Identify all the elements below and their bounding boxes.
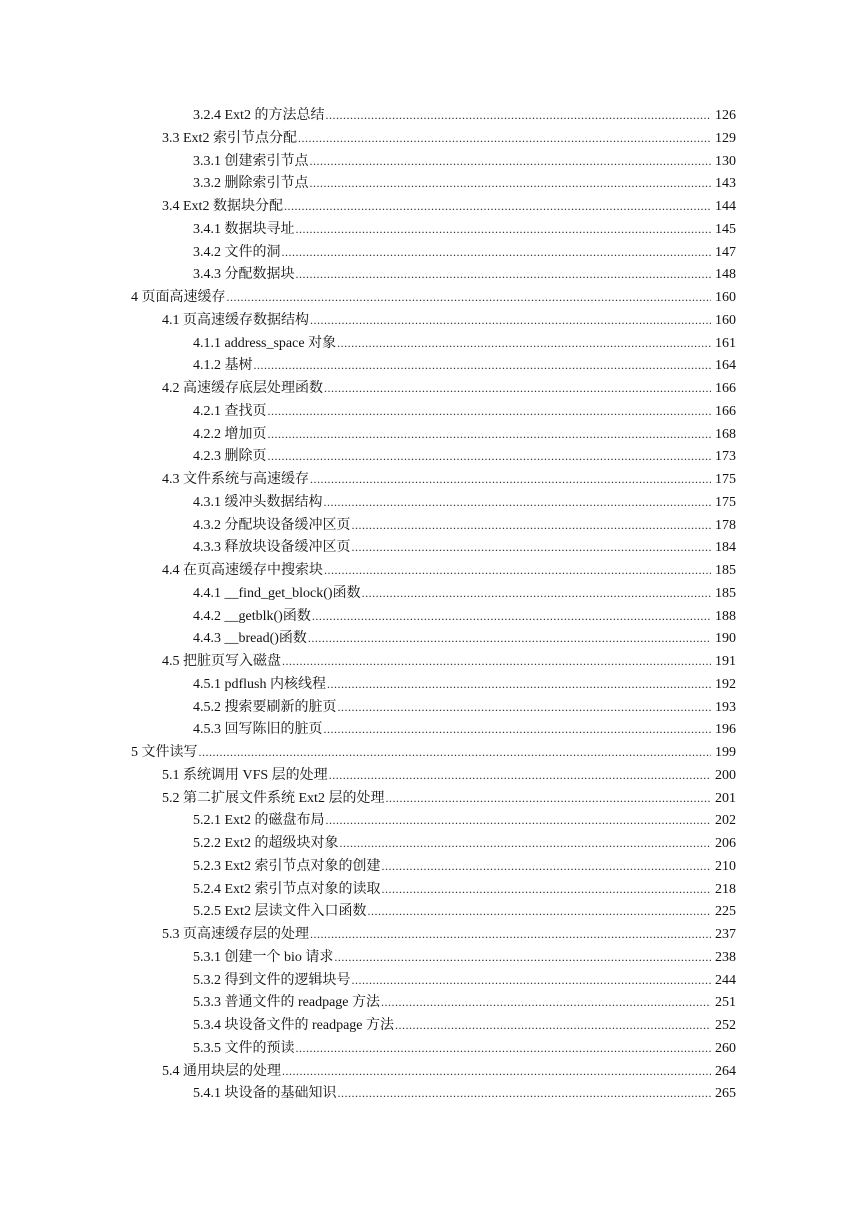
dot-leader [254, 354, 712, 377]
toc-entry-title: 5.2.5 Ext2 层读文件入口函数 [193, 904, 367, 920]
toc-entry [0, 696, 868, 719]
toc-entry-title: 4.5 把脏页写入磁盘 [162, 654, 281, 669]
toc-entry [0, 1014, 868, 1037]
toc-entry-title: 5.1 系统调用 VFS 层的处理 [162, 767, 328, 783]
dot-leader [268, 423, 712, 446]
toc-entry-page-number: 178 [715, 517, 736, 533]
toc-entry [0, 445, 868, 468]
dot-leader [227, 286, 712, 309]
toc-entry-title: 3.3.1 创建索引节点 [193, 153, 309, 169]
toc-entry-title: 5.2 第二扩展文件系统 Ext2 层的处理 [162, 790, 385, 806]
toc-entry [0, 309, 868, 332]
dot-leader [329, 764, 711, 787]
dot-leader [381, 991, 711, 1014]
toc-entry-page-number: 148 [715, 267, 736, 283]
toc-entry-title: 5.2.2 Ext2 的超级块对象 [193, 836, 339, 851]
toc-entry-page-number: 206 [715, 836, 736, 851]
toc-entry-page-number: 202 [715, 813, 736, 829]
toc-entry-page-number: 168 [715, 426, 736, 442]
toc-entry [0, 104, 868, 127]
toc-entry-page-number: 264 [715, 1063, 736, 1079]
toc-entry-title: 3.4.2 文件的洞 [193, 244, 281, 260]
toc-entry-page-number: 160 [715, 290, 736, 305]
dot-leader [338, 696, 712, 719]
toc-entry-page-number: 191 [715, 654, 736, 669]
toc-entry-page-number: 188 [715, 608, 736, 624]
dot-leader [395, 1014, 711, 1037]
toc-entry-title: 4.3.1 缓冲头数据结构 [193, 494, 323, 510]
dot-leader [199, 741, 712, 764]
toc-entry-page-number: 185 [715, 585, 736, 601]
toc-entry [0, 332, 868, 355]
toc-entry-title: 3.2.4 Ext2 的方法总结 [193, 108, 325, 123]
toc-entry [0, 878, 868, 901]
toc-entry-page-number: 265 [715, 1086, 736, 1102]
dot-leader [310, 309, 711, 332]
toc-entry-page-number: 237 [715, 927, 736, 942]
dot-leader [310, 923, 711, 946]
toc-entry [0, 377, 868, 400]
toc-entry-title: 5.4 通用块层的处理 [162, 1063, 281, 1079]
dot-leader [282, 1060, 711, 1083]
toc-entry-page-number: 166 [715, 381, 736, 396]
toc-entry [0, 150, 868, 173]
toc-entry-page-number: 201 [715, 790, 736, 806]
dot-leader [367, 900, 711, 923]
toc-entry [0, 423, 868, 446]
toc-entry [0, 969, 868, 992]
toc-entry-page-number: 147 [715, 244, 736, 260]
toc-entry [0, 787, 868, 810]
toc-entry-title: 4.1 页高速缓存数据结构 [162, 312, 309, 328]
toc-entry [0, 900, 868, 923]
toc-entry [0, 741, 868, 764]
toc-entry-page-number: 130 [715, 153, 736, 169]
dot-leader [337, 332, 711, 355]
toc-entry [0, 241, 868, 264]
toc-entry-page-number: 238 [715, 949, 736, 965]
dot-leader [381, 878, 711, 901]
toc-entry [0, 263, 868, 286]
dot-leader [284, 195, 711, 218]
toc-entry-page-number: 260 [715, 1040, 736, 1056]
toc-entry [0, 286, 868, 309]
dot-leader [268, 400, 712, 423]
dot-leader [296, 218, 712, 241]
dot-leader [324, 559, 711, 582]
dot-leader [268, 445, 712, 468]
toc-entry-title: 4.5.1 pdflush 内核线程 [193, 676, 326, 692]
toc-entry-page-number: 173 [715, 449, 736, 465]
dot-leader [325, 104, 711, 127]
toc-entry-title: 4.1.2 基树 [193, 358, 253, 374]
dot-leader [310, 172, 712, 195]
dot-leader [385, 787, 711, 810]
toc-entry-title: 4.2 高速缓存底层处理函数 [162, 381, 323, 396]
toc-entry-title: 4.2.2 增加页 [193, 426, 267, 442]
dot-leader [324, 377, 711, 400]
toc-entry [0, 855, 868, 878]
toc-entry-title: 3.3.2 删除索引节点 [193, 176, 309, 192]
toc-entry-page-number: 251 [715, 995, 736, 1011]
dot-leader [325, 809, 711, 832]
toc-entry-page-number: 126 [715, 108, 736, 123]
dot-leader [324, 718, 712, 741]
toc-entry [0, 605, 868, 628]
toc-entry-title: 5.3 页高速缓存层的处理 [162, 927, 309, 942]
toc-entry [0, 809, 868, 832]
toc-entry-title: 5.3.2 得到文件的逻辑块号 [193, 972, 351, 988]
toc-entry-page-number: 190 [715, 631, 736, 647]
toc-entry [0, 832, 868, 855]
toc-entry-page-number: 193 [715, 699, 736, 715]
toc-entry [0, 627, 868, 650]
toc-entry-page-number: 225 [715, 904, 736, 920]
toc-entry [0, 764, 868, 787]
dot-leader [308, 627, 711, 650]
toc-entry-page-number: 145 [715, 221, 736, 237]
toc-entry-page-number: 166 [715, 403, 736, 419]
toc-entry [0, 559, 868, 582]
toc-entry-title: 4.5.3 回写陈旧的脏页 [193, 722, 323, 738]
dot-leader [327, 673, 711, 696]
toc-entry-page-number: 192 [715, 676, 736, 692]
toc-entry-page-number: 218 [715, 881, 736, 897]
toc-entry-title: 4.3.3 释放块设备缓冲区页 [193, 540, 351, 556]
toc-entry [0, 946, 868, 969]
toc-entry-page-number: 196 [715, 722, 736, 738]
dot-leader [282, 650, 711, 673]
toc-entry-title: 4.2.1 查找页 [193, 403, 267, 419]
toc-entry-title: 4.2.3 删除页 [193, 449, 267, 465]
toc-entry-title: 4 页面高速缓存 [131, 290, 226, 305]
toc-entry-title: 5.2.4 Ext2 索引节点对象的读取 [193, 881, 381, 897]
dot-leader [338, 1082, 712, 1105]
toc-entry [0, 582, 868, 605]
toc-entry-title: 5.3.4 块设备文件的 readpage 方法 [193, 1018, 395, 1033]
toc-entry-title: 5.3.1 创建一个 bio 请求 [193, 949, 334, 965]
toc-entry-title: 3.3 Ext2 索引节点分配 [162, 130, 297, 146]
dot-leader [310, 468, 711, 491]
toc-entry-page-number: 144 [715, 199, 736, 214]
toc-entry-title: 4.3.2 分配块设备缓冲区页 [193, 517, 351, 533]
dot-leader [298, 127, 711, 150]
toc-entry-title: 3.4 Ext2 数据块分配 [162, 199, 283, 214]
dot-leader [296, 263, 712, 286]
toc-entry [0, 991, 868, 1014]
toc-entry-page-number: 175 [715, 472, 736, 487]
toc-entry [0, 172, 868, 195]
toc-entry-page-number: 210 [715, 858, 736, 874]
dot-leader [352, 536, 712, 559]
dot-leader [381, 855, 711, 878]
dot-leader [312, 605, 711, 628]
toc-entry-title: 4.4.3 __bread()函数 [193, 631, 307, 647]
toc-entry-title: 4.1.1 address_space 对象 [193, 335, 337, 351]
dot-leader [296, 1037, 712, 1060]
toc-entry [0, 923, 868, 946]
toc-entry-title: 5.2.3 Ext2 索引节点对象的创建 [193, 858, 381, 874]
toc-entry-page-number: 175 [715, 494, 736, 510]
dot-leader [334, 946, 711, 969]
toc-entry-title: 3.4.1 数据块寻址 [193, 221, 295, 237]
toc-entry [0, 514, 868, 537]
toc-entry [0, 673, 868, 696]
toc-entry-title: 4.4.2 __getblk()函数 [193, 608, 311, 624]
toc-entry [0, 491, 868, 514]
toc-entry-title: 5.2.1 Ext2 的磁盘布局 [193, 813, 325, 829]
toc-entry-page-number: 161 [715, 335, 736, 351]
toc-entry-title: 5.4.1 块设备的基础知识 [193, 1086, 337, 1102]
dot-leader [339, 832, 711, 855]
toc-entry-title: 5.3.3 普通文件的 readpage 方法 [193, 995, 381, 1011]
toc-entry-title: 4.4.1 __find_get_block()函数 [193, 585, 361, 601]
toc-entry [0, 718, 868, 741]
toc-entry-page-number: 199 [715, 745, 736, 760]
toc-entry-title: 5.3.5 文件的预读 [193, 1040, 295, 1056]
toc-entry [0, 1082, 868, 1105]
toc-entry [0, 536, 868, 559]
toc-entry [0, 650, 868, 673]
table-of-contents [0, 104, 868, 1105]
toc-entry [0, 218, 868, 241]
toc-entry-page-number: 129 [715, 130, 736, 146]
toc-entry-page-number: 252 [715, 1018, 736, 1033]
toc-entry [0, 400, 868, 423]
toc-entry-title: 5 文件读写 [131, 745, 198, 760]
toc-entry [0, 1060, 868, 1083]
dot-leader [282, 241, 712, 264]
dot-leader [352, 514, 712, 537]
toc-entry-page-number: 143 [715, 176, 736, 192]
toc-entry [0, 354, 868, 377]
dot-leader [324, 491, 712, 514]
toc-entry-page-number: 185 [715, 563, 736, 578]
toc-entry-title: 4.5.2 搜索要刷新的脏页 [193, 699, 337, 715]
toc-entry [0, 195, 868, 218]
dot-leader [352, 969, 712, 992]
toc-entry [0, 127, 868, 150]
dot-leader [362, 582, 711, 605]
toc-entry [0, 1037, 868, 1060]
toc-entry-title: 3.4.3 分配数据块 [193, 267, 295, 283]
toc-entry-title: 4.3 文件系统与高速缓存 [162, 472, 309, 487]
toc-entry-title: 4.4 在页高速缓存中搜索块 [162, 563, 323, 578]
dot-leader [310, 150, 712, 173]
toc-entry-page-number: 164 [715, 358, 736, 374]
toc-entry-page-number: 200 [715, 767, 736, 783]
toc-entry-page-number: 244 [715, 972, 736, 988]
toc-entry-page-number: 160 [715, 312, 736, 328]
toc-entry-page-number: 184 [715, 540, 736, 556]
toc-entry [0, 468, 868, 491]
